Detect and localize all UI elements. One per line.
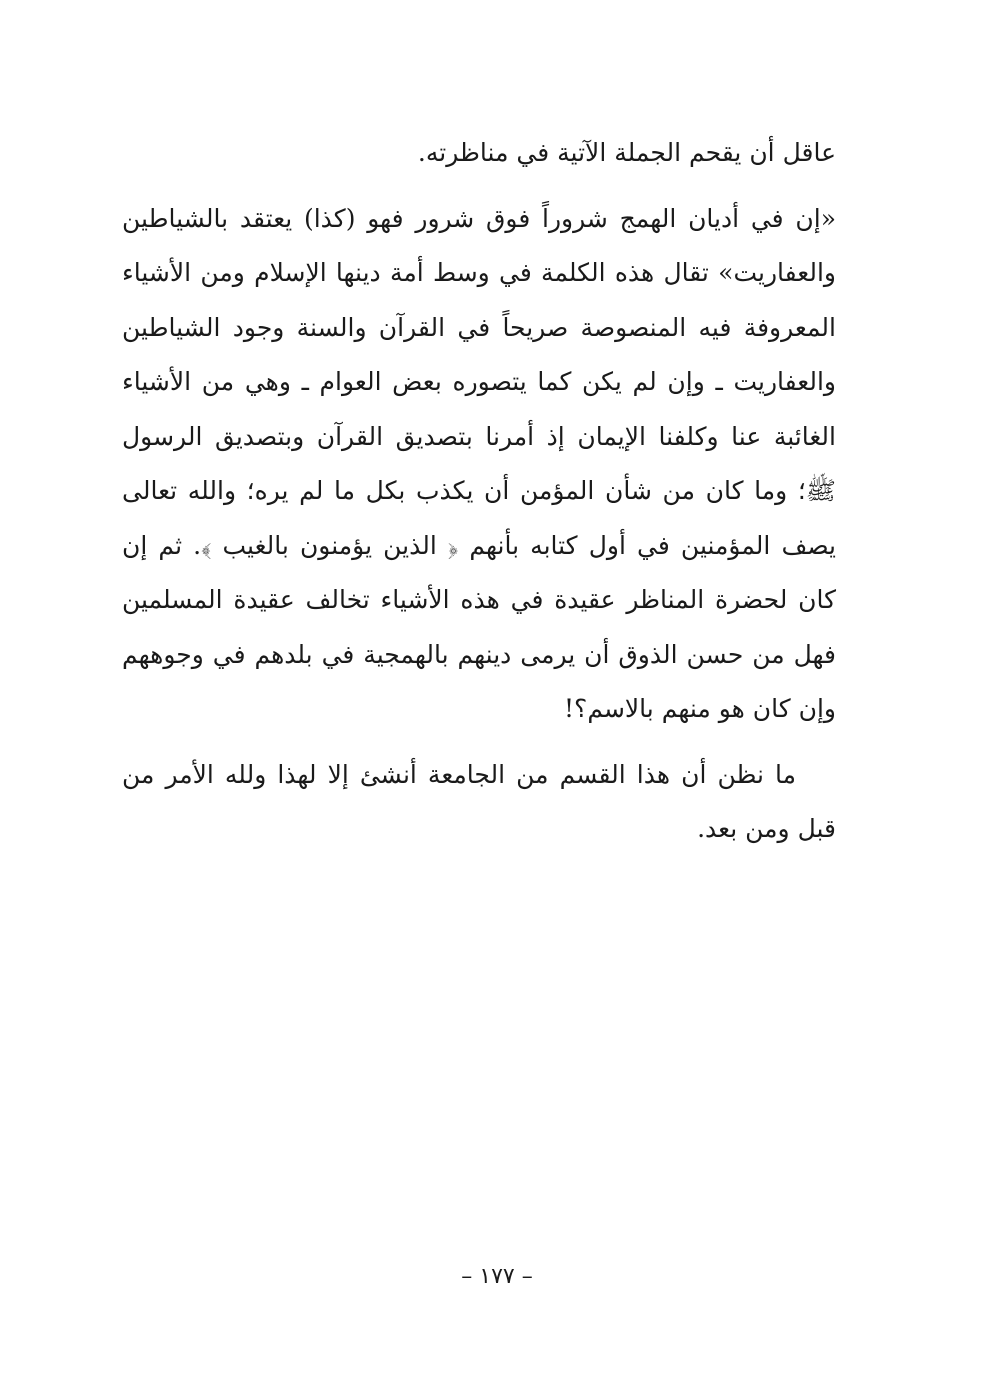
page-number: – ١٧٧ – bbox=[461, 1264, 533, 1289]
paragraph-quote: «إن في أديان الهمج شروراً فوق شرور فهو (كذا) يعتقد بالشياطين والعفاريت» تقال هذه الكلمة في وسط أمة دينها الإسلام ومن الأشياء المعروفة فيه المنصوصة صريحاً في القرآن والسنة وجود الشياطين والعفاريت ـ وإن لم يكن كما يتصوره بعض العوام ـ وهي من الأشياء الغائبة عنا وكلفنا الإيمان إذ أمرنا بتصديق القرآن وبتصديق الرسول ﷺ؛ وما كان من شأن المؤمن أن يكذب بكل ما لم يره؛ والله تعالى يصف المؤمنين في أول كتابه بأنهم ﴿ الذين يؤمنون بالغيب ﴾. ثم إن كان لحضرة المناظر عقيدة في هذه الأشياء تخالف عقيدة المسلمين فهل من حسن الذوق أن يرمى دينهم بالهمجية في بلدهم في وجوههم وإن كان هو منهم بالاسم؟! bbox=[122, 203, 836, 723]
paragraph-closing: ما نظن أن هذا القسم من الجامعة أنشئ إلا لهذا ولله الأمر من قبل ومن بعد. bbox=[122, 759, 836, 843]
body-text bbox=[122, 126, 836, 868]
paragraph-continuation: عاقل أن يقحم الجملة الآتية في مناظرته. bbox=[417, 138, 836, 167]
